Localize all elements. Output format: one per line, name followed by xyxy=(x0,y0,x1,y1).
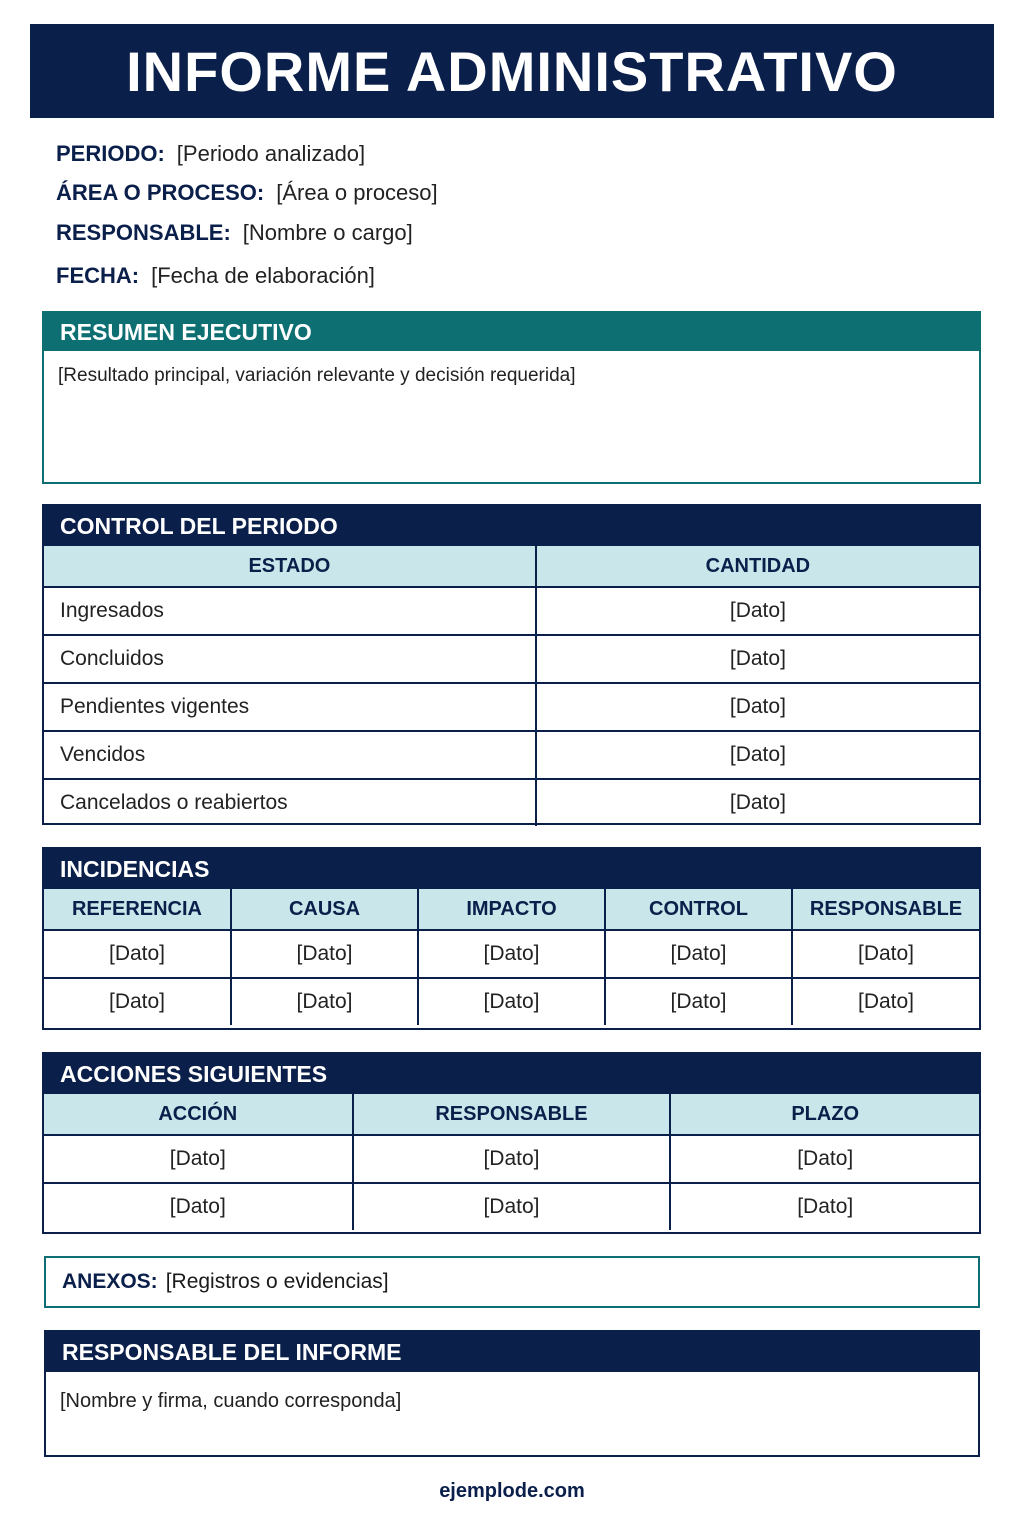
table-row xyxy=(44,587,979,635)
table-cell: [Dato] xyxy=(418,930,605,978)
table-cell: [Dato] xyxy=(792,930,979,978)
responsable-informe-text: [Nombre y firma, cuando corresponda] xyxy=(60,1390,402,1412)
table-cell: Cancelados o reabiertos xyxy=(44,779,536,826)
column-header: CONTROL xyxy=(605,889,792,930)
resumen-heading: RESUMEN EJECUTIVO xyxy=(44,313,979,351)
meta-value: [Nombre o cargo] xyxy=(242,220,413,245)
footer-website: ejemplode.com xyxy=(439,1480,585,1502)
acciones-table xyxy=(44,1094,979,1230)
table-cell: [Dato] xyxy=(353,1183,671,1230)
meta-label: ÁREA O PROCESO: xyxy=(56,180,265,205)
meta-area xyxy=(56,180,438,206)
table-cell: [Dato] xyxy=(605,978,792,1025)
control-heading: CONTROL DEL PERIODO xyxy=(44,506,979,546)
column-header: RESPONSABLE xyxy=(792,889,979,930)
table-cell: [Dato] xyxy=(536,635,979,683)
table-cell: [Dato] xyxy=(536,683,979,731)
table-cell: [Dato] xyxy=(44,1135,353,1183)
table-row xyxy=(44,683,979,731)
meta-label: FECHA: xyxy=(56,263,140,288)
incidencias-section xyxy=(42,847,981,1030)
anexos-label: ANEXOS: xyxy=(62,1270,158,1293)
table-cell: [Dato] xyxy=(418,978,605,1025)
meta-value: [Periodo analizado] xyxy=(176,141,366,166)
incidencias-heading: INCIDENCIAS xyxy=(44,849,979,889)
column-header: PLAZO xyxy=(670,1094,979,1135)
table-cell: [Dato] xyxy=(536,587,979,635)
meta-label: PERIODO: xyxy=(56,141,165,166)
acciones-heading: ACCIONES SIGUIENTES xyxy=(44,1054,979,1094)
control-table xyxy=(44,546,979,826)
table-cell: [Dato] xyxy=(353,1135,671,1183)
meta-periodo xyxy=(56,141,365,167)
table-cell: Pendientes vigentes xyxy=(44,683,536,731)
meta-value: [Área o proceso] xyxy=(276,180,438,205)
meta-fecha xyxy=(56,263,375,289)
column-header: IMPACTO xyxy=(418,889,605,930)
meta-responsable xyxy=(56,220,413,246)
column-header: ESTADO xyxy=(44,546,536,587)
table-row xyxy=(44,930,979,978)
resumen-text: [Resultado principal, variación relevante y decisión requerida] xyxy=(58,365,576,386)
responsable-informe-heading: RESPONSABLE DEL INFORME xyxy=(46,1332,978,1372)
table-cell: Concluidos xyxy=(44,635,536,683)
incidencias-table xyxy=(44,889,979,1025)
anexos-box xyxy=(44,1256,980,1308)
table-cell: Vencidos xyxy=(44,731,536,779)
column-header: CAUSA xyxy=(231,889,418,930)
responsable-informe-section xyxy=(44,1330,980,1457)
table-cell: [Dato] xyxy=(536,779,979,826)
meta-label: RESPONSABLE: xyxy=(56,220,231,245)
table-cell: [Dato] xyxy=(670,1183,979,1230)
table-cell: [Dato] xyxy=(670,1135,979,1183)
table-cell: Ingresados xyxy=(44,587,536,635)
table-cell: [Dato] xyxy=(231,930,418,978)
table-cell: [Dato] xyxy=(44,930,231,978)
page-title: INFORME ADMINISTRATIVO xyxy=(126,39,898,103)
column-header: RESPONSABLE xyxy=(353,1094,671,1135)
column-header: REFERENCIA xyxy=(44,889,231,930)
table-cell: [Dato] xyxy=(231,978,418,1025)
table-row xyxy=(44,978,979,1025)
column-header: ACCIÓN xyxy=(44,1094,353,1135)
title-banner xyxy=(30,24,994,118)
meta-value: [Fecha de elaboración] xyxy=(151,263,375,288)
table-row xyxy=(44,731,979,779)
table-cell: [Dato] xyxy=(792,978,979,1025)
table-cell: [Dato] xyxy=(44,1183,353,1230)
table-row xyxy=(44,1183,979,1230)
table-row xyxy=(44,635,979,683)
anexos-value: [Registros o evidencias] xyxy=(165,1270,389,1293)
resumen-section xyxy=(42,311,981,484)
table-cell: [Dato] xyxy=(605,930,792,978)
table-row xyxy=(44,1135,979,1183)
table-cell: [Dato] xyxy=(44,978,231,1025)
table-row xyxy=(44,779,979,826)
column-header: CANTIDAD xyxy=(536,546,979,587)
table-cell: [Dato] xyxy=(536,731,979,779)
acciones-section xyxy=(42,1052,981,1234)
control-section xyxy=(42,504,981,825)
